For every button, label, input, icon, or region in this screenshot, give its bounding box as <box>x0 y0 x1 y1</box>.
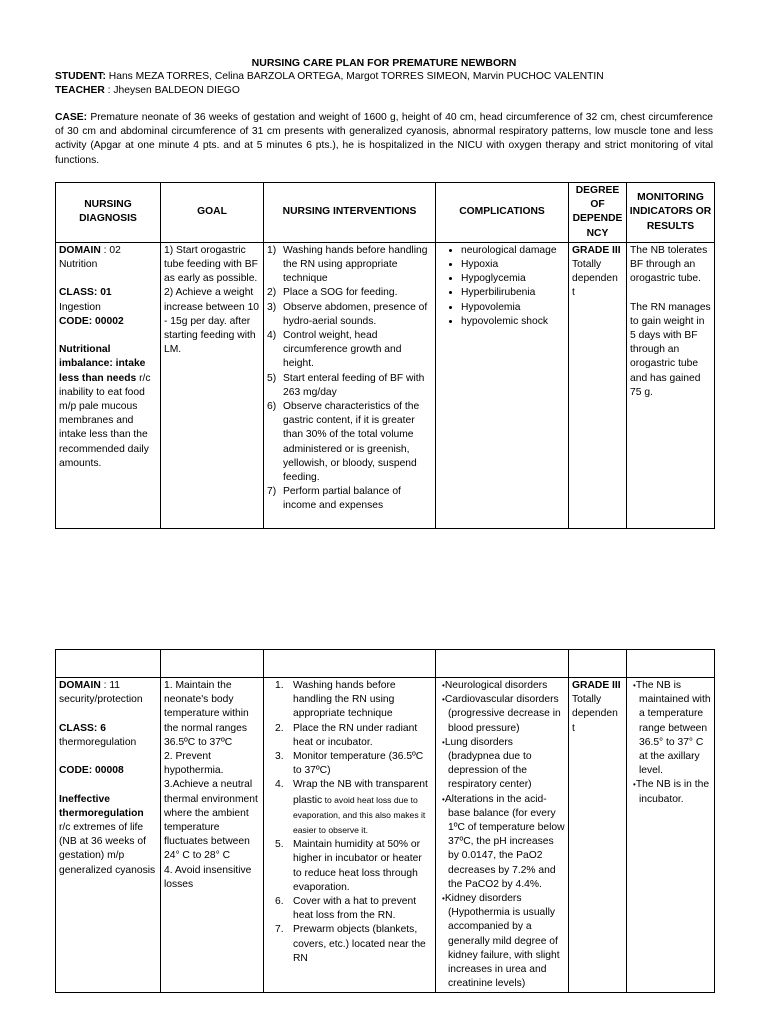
empty-cell <box>56 650 161 678</box>
intervention-item: Observe abdomen, presence of hydro-aerial sounds. <box>283 301 428 327</box>
intervention-item: Cover with a hat to prevent heat loss from the RN. <box>293 896 417 922</box>
care-plan-table-1 <box>55 182 715 529</box>
list-item: 4. Avoid insensitive losses <box>164 864 252 890</box>
diagnosis-title: Nutritional imbalance: intake less than needs <box>59 344 146 384</box>
document-title: NURSING CARE PLAN FOR PREMATURE NEWBORN <box>251 57 517 69</box>
intervention-number: 5. <box>275 839 284 851</box>
intervention-number: 7) <box>267 486 277 498</box>
teacher-line <box>55 84 713 98</box>
diagnosis-text: r/c extremes of life (NB at 36 weeks of gestation) m/p generalized cyanosis <box>59 822 156 876</box>
domain-name: security/protection <box>59 694 143 706</box>
interventions-cell <box>264 242 436 528</box>
intervention-number: 2. <box>275 722 284 734</box>
student-line <box>55 70 713 84</box>
header-goal: GOAL <box>161 183 264 243</box>
intervention-item: Prewarm objects (blankets, covers, etc.) located near the RN <box>293 924 426 964</box>
list-item: • The NB is maintained with a temperature range between 36.5° to 37° C at the axillary level. <box>639 679 711 778</box>
intervention-item: Wrap the NB with transparent plastic <box>293 779 428 806</box>
monitoring-text-1: The NB tolerates BF through an orogastric tube. <box>630 244 708 285</box>
domain-value: : 11 <box>100 680 121 691</box>
intervention-item: Washing hands before handling the RN using appropriate technique <box>283 244 428 285</box>
monitoring-cell <box>627 678 715 993</box>
domain-label: DOMAIN <box>59 244 101 256</box>
intervention-number: 4) <box>267 330 277 342</box>
diagnosis-cell <box>56 678 161 993</box>
header-monitoring-indicators: MONITORING INDICATORS OR RESULTS <box>627 183 715 243</box>
empty-cell <box>264 650 436 678</box>
domain-label: DOMAIN <box>59 680 101 691</box>
intervention-number: 6. <box>275 896 284 908</box>
case-label: CASE: <box>55 112 88 123</box>
header-nursing-interventions: NURSING INTERVENTIONS <box>264 183 436 243</box>
intervention-item: Monitor temperature (36.5ºC to 37ºC) <box>293 751 424 777</box>
intervention-item: Observe characteristics of the gastric content, if it is greater than 30% of the total volume administered or is greenish, yellowish, or bloody, suspend feeding. <box>283 401 420 484</box>
list-item: • hypovolemic shock <box>461 315 565 329</box>
class-label: CLASS: 6 <box>59 722 106 734</box>
diagnosis-text: r/c inability to eat food m/p pale mucous membranes and intake less than the recommended daily amounts. <box>59 372 151 469</box>
domain-name: Nutrition <box>59 259 98 271</box>
empty-cell <box>627 650 715 678</box>
degree-cell <box>569 242 627 528</box>
list-item: • Cardiovascular disorders (progressive decrease in blood pressure) <box>448 693 565 736</box>
empty-header-row <box>56 650 715 678</box>
intervention-item: Place a SOG for feeding. <box>283 287 398 299</box>
intervention-number: 1. <box>275 680 284 691</box>
class-name: thermoregulation <box>59 736 137 748</box>
list-item: 1. Maintain the neonate's body temperature within the normal ranges 36.5ºC to 37ºC <box>164 680 249 748</box>
code-label: CODE: 00002 <box>59 315 124 327</box>
code-label: CODE: 00008 <box>59 765 124 777</box>
domain-value: : 02 <box>100 244 121 256</box>
table-header-row <box>56 183 715 243</box>
intervention-item: Washing hands before handling the RN using appropriate technique <box>293 680 396 720</box>
interventions-cell <box>264 678 436 993</box>
header-degree-of-dependency: DEGREE OF DEPENDE NCY <box>569 183 627 243</box>
list-item: • Neurological disorders <box>448 679 565 693</box>
student-names: Hans MEZA TORRES, Celina BARZOLA ORTEGA, Margot TORRES SIMEON, Marvin PUCHOC VALENTIN <box>105 71 604 82</box>
empty-cell <box>436 650 569 678</box>
list-item: • Lung disorders (bradypnea due to depression of the respiratory center) <box>448 736 565 793</box>
table-row <box>56 242 715 528</box>
class-label: CLASS: 01 <box>59 287 112 299</box>
list-item: • Kidney disorders (Hypothermia is usually accompanied by a generally mild degree of kidney failure, with slight increases in urea and creatinine levels) <box>448 892 565 991</box>
list-item: • Hypoglycemia <box>461 272 565 286</box>
list-item: • Alterations in the acid-base balance (for every 1ºC of temperature below 37ºC, the pH increases by 0.0147, the PaO2 decreases by 7.2% and the PaCO2 by 4.4%. <box>448 793 565 892</box>
list-item: • Hypoxia <box>461 258 565 272</box>
monitoring-text-2: The RN manages to gain weight in 5 days with BF through an orogastric tube and has gained 75 g. <box>630 301 711 398</box>
care-plan-table-2 <box>55 649 715 993</box>
header-complications: COMPLICATIONS <box>436 183 569 243</box>
diagnosis-cell <box>56 242 161 528</box>
intervention-item: Maintain humidity at 50% or higher in incubator or heater to reduce heat loss through evaporation. <box>293 839 422 893</box>
goal-cell: 1) Start orogastric tube feeding with BF as early as possible. 2) Achieve a weight increase between 10 - 15g per day. after starting feeding with LM. <box>161 242 264 528</box>
degree-grade: GRADE III <box>572 680 621 691</box>
list-item: 3.Achieve a neutral thermal environment where the ambient temperature fluctuates between 24° C to 28° C <box>164 779 258 862</box>
student-label: STUDENT: <box>55 71 106 82</box>
intervention-item: Control weight, head circumference growth and height. <box>283 330 402 370</box>
intervention-number: 5) <box>267 372 277 384</box>
degree-text: Totally dependen t <box>572 259 618 299</box>
list-item: • neurological damage <box>461 244 565 258</box>
intervention-number: 1) <box>267 244 277 256</box>
intervention-number: 3. <box>275 751 284 763</box>
empty-cell <box>161 650 264 678</box>
case-paragraph <box>55 111 713 168</box>
monitoring-cell <box>627 242 715 528</box>
degree-text: Totally dependen t <box>572 694 618 734</box>
complications-cell <box>436 678 569 993</box>
empty-cell <box>569 650 627 678</box>
intervention-number: 3) <box>267 301 277 313</box>
teacher-name: : Jheysen BALDEON DIEGO <box>104 85 240 96</box>
list-item: • The NB is in the incubator. <box>639 778 711 806</box>
header-nursing-diagnosis: NURSING DIAGNOSIS <box>56 183 161 243</box>
list-item: 2. Prevent hypothermia. <box>164 751 224 777</box>
intervention-item: Place the RN under radiant heat or incubator. <box>293 722 418 748</box>
complications-cell <box>436 242 569 528</box>
degree-cell <box>569 678 627 993</box>
table-row <box>56 678 715 993</box>
list-item: • Hyperbilirubenia <box>461 286 565 300</box>
diagnosis-title: Ineffective thermoregulation <box>59 793 144 819</box>
goal-cell <box>161 678 264 993</box>
degree-grade: GRADE III <box>572 244 621 256</box>
intervention-number: 6) <box>267 401 277 413</box>
intervention-item: Perform partial balance of income and expenses <box>283 486 401 512</box>
intervention-number: 7. <box>275 924 284 936</box>
teacher-label: TEACHER <box>55 85 105 96</box>
class-name: Ingestion <box>59 301 101 313</box>
intervention-item: Start enteral feeding of BF with 263 mg/day <box>283 372 425 398</box>
intervention-number: 4. <box>275 779 284 791</box>
list-item: • Hypovolemia <box>461 301 565 315</box>
intervention-item-note: to avoid heat loss due to evaporation, and this also makes it easier to observe it. <box>293 794 426 836</box>
intervention-number: 2) <box>267 287 277 299</box>
case-text: Premature neonate of 36 weeks of gestation and weight of 1600 g, height of 40 cm, head circumference of 32 cm, chest circumference of 30 cm and abdominal circumference of 31 cm presents with generalized cyanosis, abnormal respiratory patterns, low muscle tone and less activity (Apgar at one minute 4 pts. and at 5 minutes 6 pts.), he is hospitalized in the NICU with oxygen therapy and strict monitoring of vital functions. <box>55 112 713 166</box>
